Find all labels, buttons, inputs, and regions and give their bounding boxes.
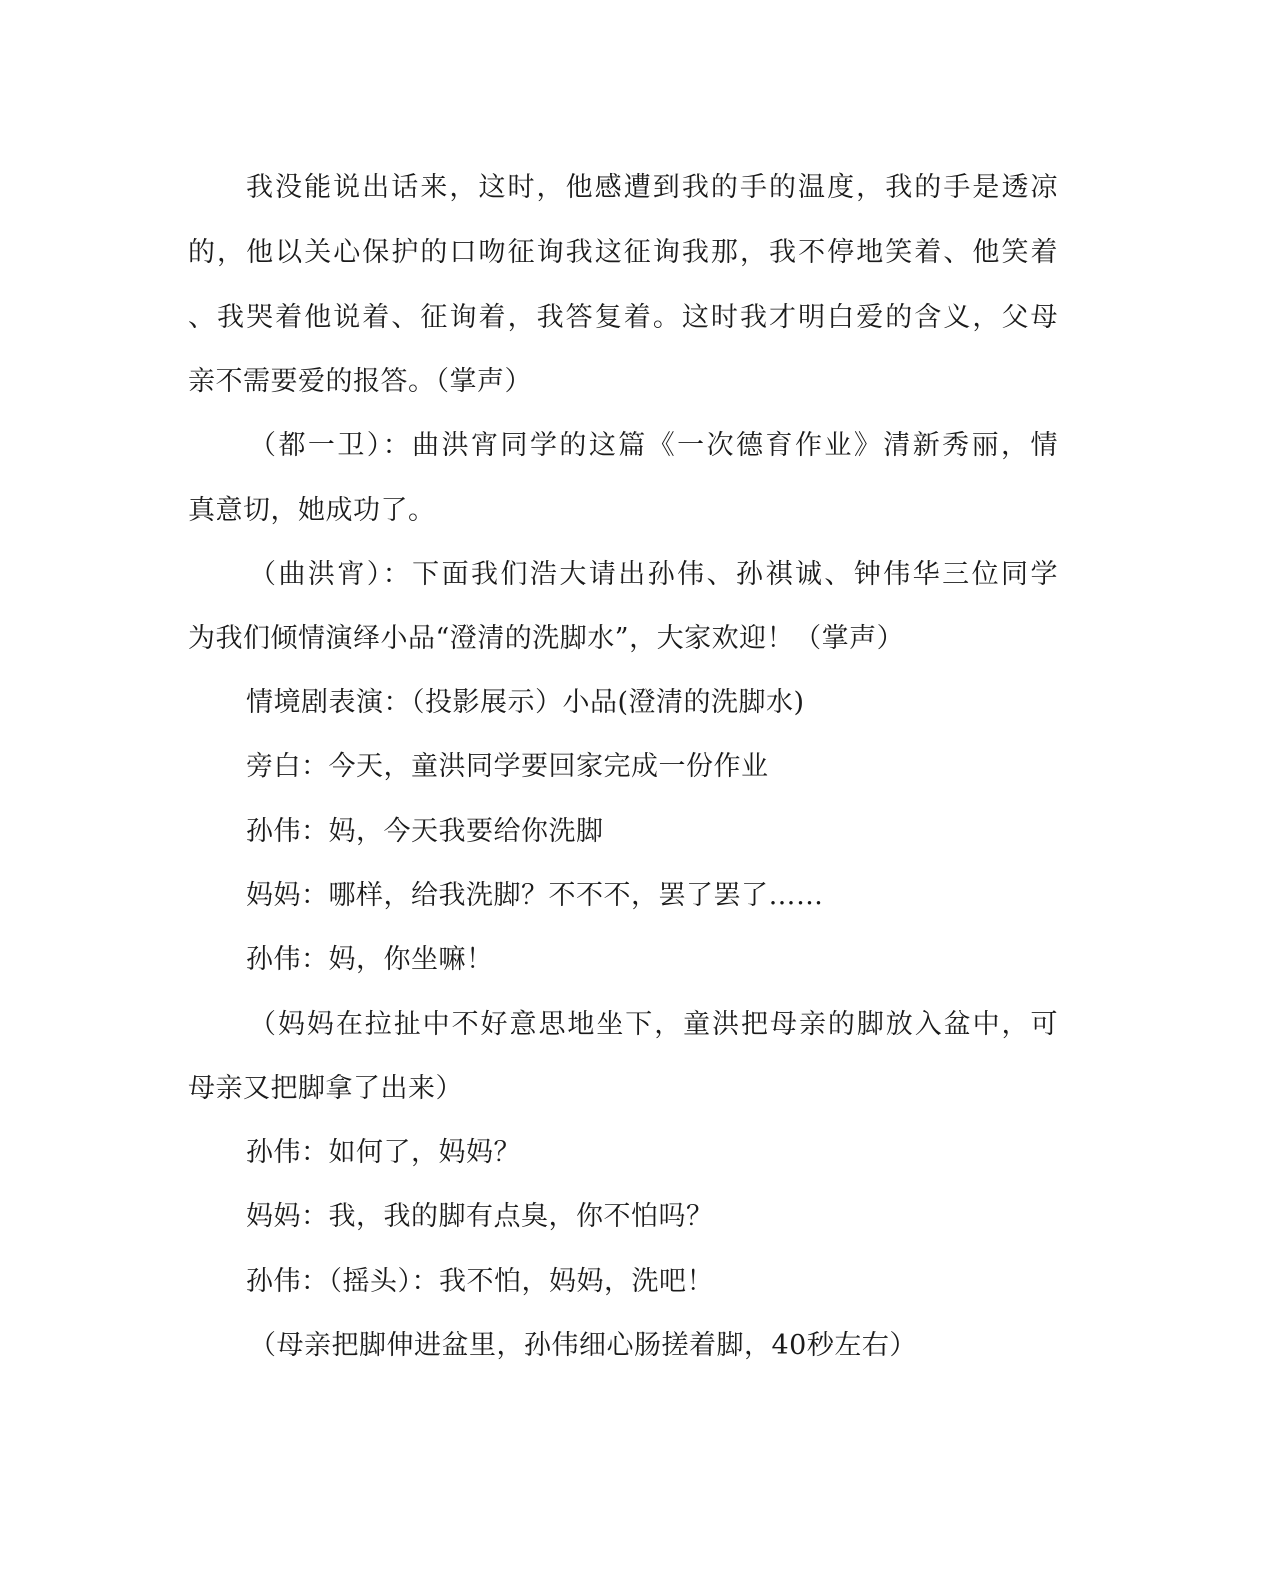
text-line: 妈妈：哪样，给我洗脚？不不不，罢了罢了……: [246, 880, 824, 911]
text-line: 真意切，她成功了。: [188, 495, 436, 526]
text-line: 孙伟：妈，今天我要给你洗脚: [246, 816, 604, 847]
text-line: 的，他以关心保护的口吻征询我这征询我那，我不停地笑着、他笑着: [188, 237, 1058, 268]
text-line: 、我哭着他说着、征询着，我答复着。这时我才明白爱的含义，父母: [188, 302, 1058, 333]
text-line: 为我们倾情演绎小品“澄清的洗脚水”，大家欢迎！（掌声）: [188, 623, 905, 654]
text-line: 亲不需要爱的报答。（掌声）: [188, 366, 532, 397]
text-line: 孙伟：（摇头）：我不怕，妈妈，洗吧！: [246, 1266, 714, 1297]
text-line: （母亲把脚伸进盆里，孙伟细心肠搓着脚，40秒左右）: [249, 1330, 917, 1361]
text-line: 孙伟：如何了，妈妈？: [246, 1137, 521, 1168]
text-line: 情境剧表演：（投影展示）小品(澄清的洗脚水): [246, 687, 805, 718]
text-line: 妈妈：我，我的脚有点臭，你不怕吗？: [246, 1201, 714, 1232]
text-line: 旁白：今天，童洪同学要回家完成一份作业: [246, 751, 769, 782]
text-line: （曲洪宵）：下面我们浩大请出孙伟、孙祺诚、钟伟华三位同学: [249, 559, 1058, 590]
text-line: 我没能说出话来，这时，他感遭到我的手的温度，我的手是透凉: [246, 172, 1058, 203]
text-line: 孙伟：妈，你坐嘛！: [246, 944, 494, 975]
text-line: （妈妈在拉扯中不好意思地坐下，童洪把母亲的脚放入盆中，可: [249, 1009, 1058, 1040]
text-line: （都一卫）：曲洪宵同学的这篇《一次德育作业》清新秀丽，情: [249, 430, 1058, 461]
text-line: 母亲又把脚拿了出来）: [188, 1073, 463, 1104]
